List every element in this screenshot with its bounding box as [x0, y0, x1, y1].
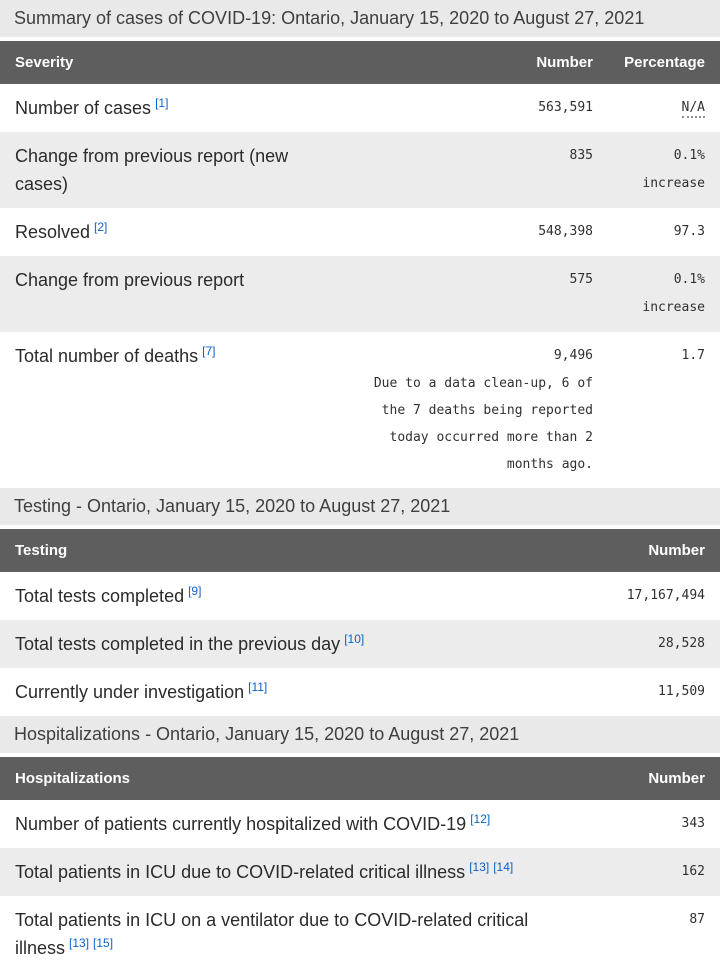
testing-cell [0, 668, 540, 716]
footnote-link[interactable]: [14] [493, 860, 514, 874]
footnote-link[interactable]: [7] [202, 344, 216, 358]
row-label: Total tests completed in the previous day [15, 634, 341, 654]
row-label: Number of cases [15, 98, 152, 118]
number-value: 548,398 [538, 224, 593, 239]
percentage-value: 97.3 [673, 224, 705, 239]
table-row-total-tests [0, 572, 720, 620]
column-header-number: Number [600, 757, 720, 800]
row-label: Currently under investigation [15, 682, 245, 702]
footnote-link[interactable]: [11] [248, 680, 268, 694]
row-label: Change from previous report [15, 270, 245, 290]
hospitalizations-cell [0, 848, 600, 896]
number-value: 87 [689, 912, 705, 927]
number-value: 575 [350, 256, 608, 332]
footnote-link[interactable]: [13] [69, 936, 90, 950]
table-header-row [0, 529, 720, 572]
testing-cell [0, 572, 540, 620]
number-value: 17,167,494 [626, 588, 705, 603]
hospitalizations-cell [0, 896, 600, 972]
column-header-severity: Severity [0, 41, 350, 84]
deaths-number: 9,496 [553, 348, 593, 363]
severity-cell [0, 84, 350, 132]
table-row-change-new-cases [0, 132, 720, 208]
summary-cases-table [0, 41, 720, 488]
row-label: Total number of deaths [15, 346, 199, 366]
hospitalizations-section [0, 716, 720, 972]
number-value: 835 [350, 132, 608, 208]
percentage-value [608, 84, 720, 132]
number-value: 11,509 [658, 684, 705, 699]
testing-cell [0, 620, 540, 668]
table-row-total-deaths [0, 332, 720, 488]
hospitalizations-table [0, 757, 720, 972]
row-label: Resolved [15, 222, 91, 242]
hospitalizations-cell [0, 800, 600, 848]
table-row-tests-previous-day [0, 620, 720, 668]
number-value: 343 [681, 816, 705, 831]
table-row-icu-ventilator [0, 896, 720, 972]
footnote-link[interactable]: [12] [470, 812, 491, 826]
table-row-icu [0, 848, 720, 896]
row-label: Total patients in ICU due to COVID-related critical illness [15, 862, 466, 882]
table-caption-testing: Testing - Ontario, January 15, 2020 to August 27, 2021 [0, 488, 720, 525]
deaths-data-note: Due to a data clean-up, 6 of the 7 deaths being reported today occurred more than 2 months ago. [373, 376, 593, 472]
footnote-link[interactable]: [10] [344, 632, 365, 646]
severity-cell [0, 256, 350, 332]
severity-cell [0, 332, 350, 488]
column-header-percentage: Percentage [608, 41, 720, 84]
table-header-row [0, 41, 720, 84]
number-value: 563,591 [538, 100, 593, 115]
table-row-currently-hospitalized [0, 800, 720, 848]
table-row-under-investigation [0, 668, 720, 716]
table-caption-summary: Summary of cases of COVID-19: Ontario, January 15, 2020 to August 27, 2021 [0, 0, 720, 37]
table-row-resolved [0, 208, 720, 256]
footnote-link[interactable]: [13] [469, 860, 490, 874]
column-header-number: Number [350, 41, 608, 84]
row-label: Total patients in ICU on a ventilator due to COVID-related critical illness [15, 910, 529, 958]
column-header-hospitalizations: Hospitalizations [0, 757, 600, 800]
testing-table [0, 529, 720, 716]
row-label: Change from previous report (new cases) [15, 146, 289, 194]
footnote-link[interactable]: [2] [94, 220, 108, 234]
table-caption-hospitalizations: Hospitalizations - Ontario, January 15, 2020 to August 27, 2021 [0, 716, 720, 753]
column-header-number: Number [540, 529, 720, 572]
row-label: Total tests completed [15, 586, 185, 606]
number-value: 28,528 [540, 620, 720, 668]
severity-cell [0, 208, 350, 256]
number-value: 162 [600, 848, 720, 896]
percentage-value: 0.1% increase [608, 256, 720, 332]
table-row-number-of-cases [0, 84, 720, 132]
footnote-link[interactable]: [1] [155, 96, 169, 110]
table-header-row [0, 757, 720, 800]
testing-section [0, 488, 720, 716]
column-header-testing: Testing [0, 529, 540, 572]
footnote-link[interactable]: [15] [93, 936, 114, 950]
severity-cell [0, 132, 350, 208]
number-value [350, 332, 608, 488]
row-label: Number of patients currently hospitalized with COVID-19 [15, 814, 467, 834]
percentage-value: 1.7 [681, 348, 705, 363]
na-abbreviation[interactable]: N/A [682, 100, 705, 118]
footnote-link[interactable]: [9] [188, 584, 202, 598]
percentage-value: 0.1% increase [608, 132, 720, 208]
table-row-change-previous-report [0, 256, 720, 332]
